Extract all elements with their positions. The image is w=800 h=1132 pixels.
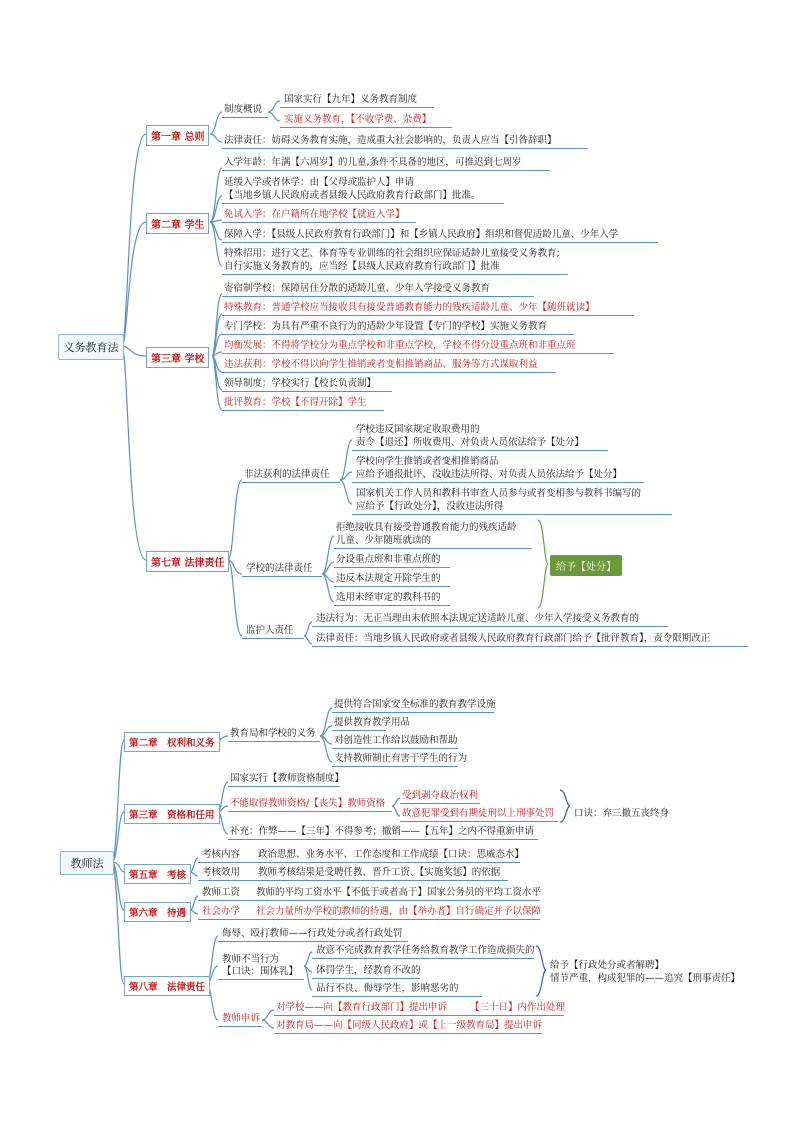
leaf-text: 补充：作弊——【三年】不得参考；撤销——【五年】之内不得重新申请 [230, 826, 535, 837]
leaf-text-highlight: 【三十日】内作出处理 [470, 1002, 566, 1013]
leaf-text-highlight: 批评教育：学校【不得开除】学生 [224, 397, 367, 408]
chapter-node[interactable]: 第三章 学校 [146, 347, 209, 368]
connector [210, 222, 222, 266]
leaf-text: 国家实行【教师资格制度】 [230, 773, 345, 784]
underline [280, 127, 452, 128]
leaf-text-highlight: 受到剥夺政治权利 [402, 790, 479, 801]
leaf-text: 品行不良、侮辱学生，影响恶劣的 [316, 983, 459, 994]
underline [332, 748, 458, 749]
leaf-text-highlight: 社会力量所办学校的教师的待遇，由【举办者】自行确定并予以保障 [256, 906, 542, 917]
leaf-text: 考核效用 [202, 867, 241, 878]
chapter-node[interactable]: 第一章 总则 [146, 125, 209, 146]
leaf-text-highlight: 实施义务教育，【不收学费、杂费】 [284, 114, 432, 125]
leaf-text: 违法行为：无正当理由未依照本法规定送适龄儿童、少年入学接受义务教育的 [316, 613, 640, 624]
underline [222, 353, 614, 354]
leaf-text: 选用未经审定的教科书的 [336, 592, 441, 603]
underline [334, 586, 450, 587]
sub-topic-label: 制度概说 [224, 104, 263, 115]
leaf-text: 儿童、少年随班就读的 [336, 535, 432, 546]
underline [222, 203, 504, 204]
leaf-text: 领导制度：学校实行【校长负责制】 [224, 378, 377, 389]
underline [274, 1015, 564, 1016]
root-node-compulsory-education-law[interactable]: 义务教育法 [58, 334, 124, 360]
bracket [560, 790, 570, 822]
underline [222, 222, 416, 223]
connector [228, 480, 242, 560]
underline [352, 450, 608, 451]
underline [312, 996, 482, 997]
leaf-text: 法律责任：当地乡镇人民政府或者县级人民政府教育行政部门给予【批评教育】，责令限期改正 [316, 633, 711, 644]
leaf-text: 情节严重，构成犯罪的——追究【刑事责任】 [550, 973, 741, 984]
leaf-text: 提供符合国家安全标准的教育教学设施 [334, 699, 496, 710]
leaf-text: 政治思想、业务水平、工作态度和工作成绩【口诀：思威态水】 [258, 849, 525, 860]
connector [262, 1020, 274, 1028]
leaf-text: 特殊招用：进行文艺、体育等专业训练的社会组织应保证适龄儿童接受义务教育; [224, 248, 560, 259]
connector [392, 806, 400, 816]
underline [400, 803, 480, 804]
leaf-text-highlight: 免试入学：在户籍所在地学校【就近入学】 [224, 209, 405, 220]
connector [190, 910, 198, 914]
underline [334, 548, 532, 549]
underline [218, 941, 408, 942]
mnemonic-text: 口诀：弃三撤五丧终身 [574, 808, 670, 819]
leaf-text: 应给予通报批评、没收违法所得、对负责人员依法给予【处分】 [356, 469, 623, 480]
leaf-text: 学校违反国家规定收取费用的 [356, 424, 480, 435]
underline [222, 315, 634, 316]
bracket [536, 946, 546, 996]
connector [340, 480, 352, 504]
underline [400, 821, 558, 822]
sub-topic-label: 教育局和学校的义务 [230, 728, 316, 739]
leaf-text: 教师的平均工资水平【不低于或者高于】国家公务员的平均工资水平 [256, 887, 542, 898]
underline [222, 372, 556, 373]
underline [222, 170, 550, 171]
leaf-text: 分设重点班和非重点班的 [336, 554, 441, 565]
chapter-node[interactable]: 第二章 权利和义务 [124, 732, 220, 752]
connector [228, 560, 242, 636]
underline [222, 296, 534, 297]
underline [218, 1026, 262, 1027]
underline [242, 576, 322, 577]
underline [198, 900, 540, 901]
connector [210, 112, 222, 134]
leaf-text: 教师考核结果是受聘任教、晋升工资、【实施奖惩】的依据 [258, 867, 501, 878]
connector [212, 356, 222, 410]
leaf-text: 对创造性工作给以鼓励和帮助 [334, 735, 458, 746]
leaf-text: 给予【行政处分或者解聘】 [550, 960, 665, 971]
connector [190, 858, 198, 872]
underline [198, 880, 508, 881]
leaf-text: 拒绝接收具有接受普通教育能力的残疾适龄 [336, 522, 517, 533]
connector [122, 222, 146, 346]
sub-topic-label: 【口诀：围体乳】 [222, 966, 299, 977]
leaf-text: 提供教育教学用品 [334, 717, 411, 728]
connector [268, 112, 280, 121]
leaf-text: 保障入学：【县级人民政府教育行政部门】和【乡镇人民政府】组织和督促适龄儿童、少年入学 [224, 229, 619, 240]
connector [210, 168, 222, 222]
underline [332, 712, 494, 713]
leaf-text: 寄宿制学校：保障居住分散的适龄儿童、少年入学接受义务教育 [224, 283, 491, 294]
connector [304, 636, 312, 644]
leaf-text-highlight: 对学校——向【教育行政部门】提出申诉 [276, 1002, 448, 1013]
underline [222, 410, 384, 411]
connector [122, 346, 146, 560]
underline [312, 958, 534, 959]
leaf-text: 体罚学生，经教育不改的 [316, 965, 421, 976]
leaf-text-highlight: 对教育局——向【同级人民政府】或【上一级教育局】提出申诉 [276, 1020, 543, 1031]
underline [228, 811, 392, 812]
connector [210, 134, 222, 142]
underline [198, 919, 540, 920]
connector [340, 440, 352, 480]
underline [222, 334, 574, 335]
leaf-text: 自行实施义务教育的，应当经【县级人民政府教育行政部门】批准 [224, 261, 500, 272]
underline [280, 107, 434, 108]
underline [222, 274, 568, 275]
underline [218, 979, 304, 980]
leaf-text: 入学年龄：年满【六周岁】的儿童,条件不具备的地区，可推迟到七周岁 [224, 157, 522, 168]
sub-topic-label: 学校的法律责任 [246, 563, 313, 574]
underline [334, 567, 450, 568]
connector [190, 896, 198, 910]
underline [222, 117, 268, 118]
leaf-text-highlight: 社会办学 [202, 906, 241, 917]
leaf-text: 【当地乡镇人民政府或者县级人民政府教育行政部门】批准。 [224, 190, 481, 201]
underline [352, 514, 672, 515]
underline [334, 605, 450, 606]
underline [228, 741, 320, 742]
chapter-node[interactable]: 第八章 法律责任 [124, 976, 210, 996]
leaf-text: 违反本法规定开除学生的 [336, 573, 441, 584]
leaf-text: 学校向学生推销或者变相推销商品 [356, 456, 499, 467]
chapter-node[interactable]: 第六章 待遇 [124, 902, 191, 922]
leaf-text: 法律责任：妨碍义务教育实施，造成重大社会影响的，负责人应当【引咎辞职】 [224, 135, 557, 146]
sub-topic-label: 教师不当行为 [222, 954, 280, 965]
underline [222, 242, 658, 243]
connector [304, 622, 312, 636]
connector [122, 134, 146, 346]
bracket [538, 520, 548, 608]
connector [112, 740, 124, 862]
underline [332, 766, 458, 767]
connector [268, 101, 280, 112]
leaf-text: 教师工资 [202, 887, 241, 898]
leaf-text: 责令【退还】所收费用、对负责人员依法给予【处分】 [356, 437, 585, 448]
leaf-text-highlight: 均衡发展：不得将学校分为重点学校和非重点学校，学校不得分设重点班和非重点班 [224, 340, 576, 351]
leaf-text-highlight: 故意犯罪受到有期徒刑以上刑事处罚 [402, 808, 555, 819]
underline [228, 786, 340, 787]
leaf-text: 专门学校：为具有严重不良行为的适龄少年设置【专门的学校】实施义务教育 [224, 321, 548, 332]
root-node-teachers-law[interactable]: 教师法 [60, 851, 114, 875]
chapter-node[interactable]: 第五章 考核 [124, 864, 191, 884]
leaf-text: 应给予【行政处分】，没收违法所得 [356, 501, 504, 512]
underline [274, 1033, 542, 1034]
underline [332, 730, 386, 731]
underline [242, 638, 304, 639]
leaf-text: 国家实行【九年】义务教育制度 [284, 94, 418, 105]
underline [222, 148, 588, 149]
leaf-text-highlight: 违法获利：学校不得以向学生推销或者变相推销商品、服务等方式谋取利益 [224, 359, 538, 370]
connector [304, 952, 312, 966]
connector [112, 862, 124, 984]
sub-topic-label: 教师申诉 [222, 1013, 261, 1024]
connector [392, 798, 400, 806]
chapter-node[interactable]: 第三章 资格和任用 [124, 804, 220, 824]
leaf-text: 国家机关工作人员和教科书审查人员参与或者变相参与教科书编写的 [356, 488, 642, 499]
connector [262, 1010, 274, 1020]
underline [198, 862, 520, 863]
leaf-text-highlight: 不能取得教师资格/【丧失】教师资格 [230, 798, 386, 809]
underline [242, 482, 340, 483]
sub-topic-label: 监护人责任 [246, 625, 294, 636]
sub-topic-label: 非法获利的法律责任 [244, 469, 330, 480]
leaf-text: 侮辱、殴打教师——行政处分或者行政处罚 [222, 928, 403, 939]
leaf-text: 考核内容 [202, 849, 241, 860]
result-badge: 给予【处分】 [550, 555, 622, 576]
leaf-text: 支持教师制止有害于学生的行为 [334, 753, 468, 764]
underline [228, 839, 538, 840]
underline [352, 482, 644, 483]
leaf-text: 故意不完成教育教学任务给教育教学工作造成损失的 [316, 945, 535, 956]
connector [190, 872, 198, 876]
connector [212, 294, 222, 356]
leaf-text-highlight: 特殊教育：普通学校应当接收具有接受普通教育能力的残疾适龄儿童、少年【随班就读】 [224, 302, 595, 313]
chapter-node[interactable]: 第二章 学生 [146, 213, 209, 234]
underline [312, 978, 420, 979]
underline [312, 646, 748, 647]
connector [122, 346, 146, 356]
underline [222, 391, 392, 392]
chapter-node[interactable]: 第七章 法律责任 [146, 551, 229, 572]
underline [312, 626, 668, 627]
leaf-text: 延缓入学或者休学：由【父母或监护人】申请 [224, 177, 415, 188]
